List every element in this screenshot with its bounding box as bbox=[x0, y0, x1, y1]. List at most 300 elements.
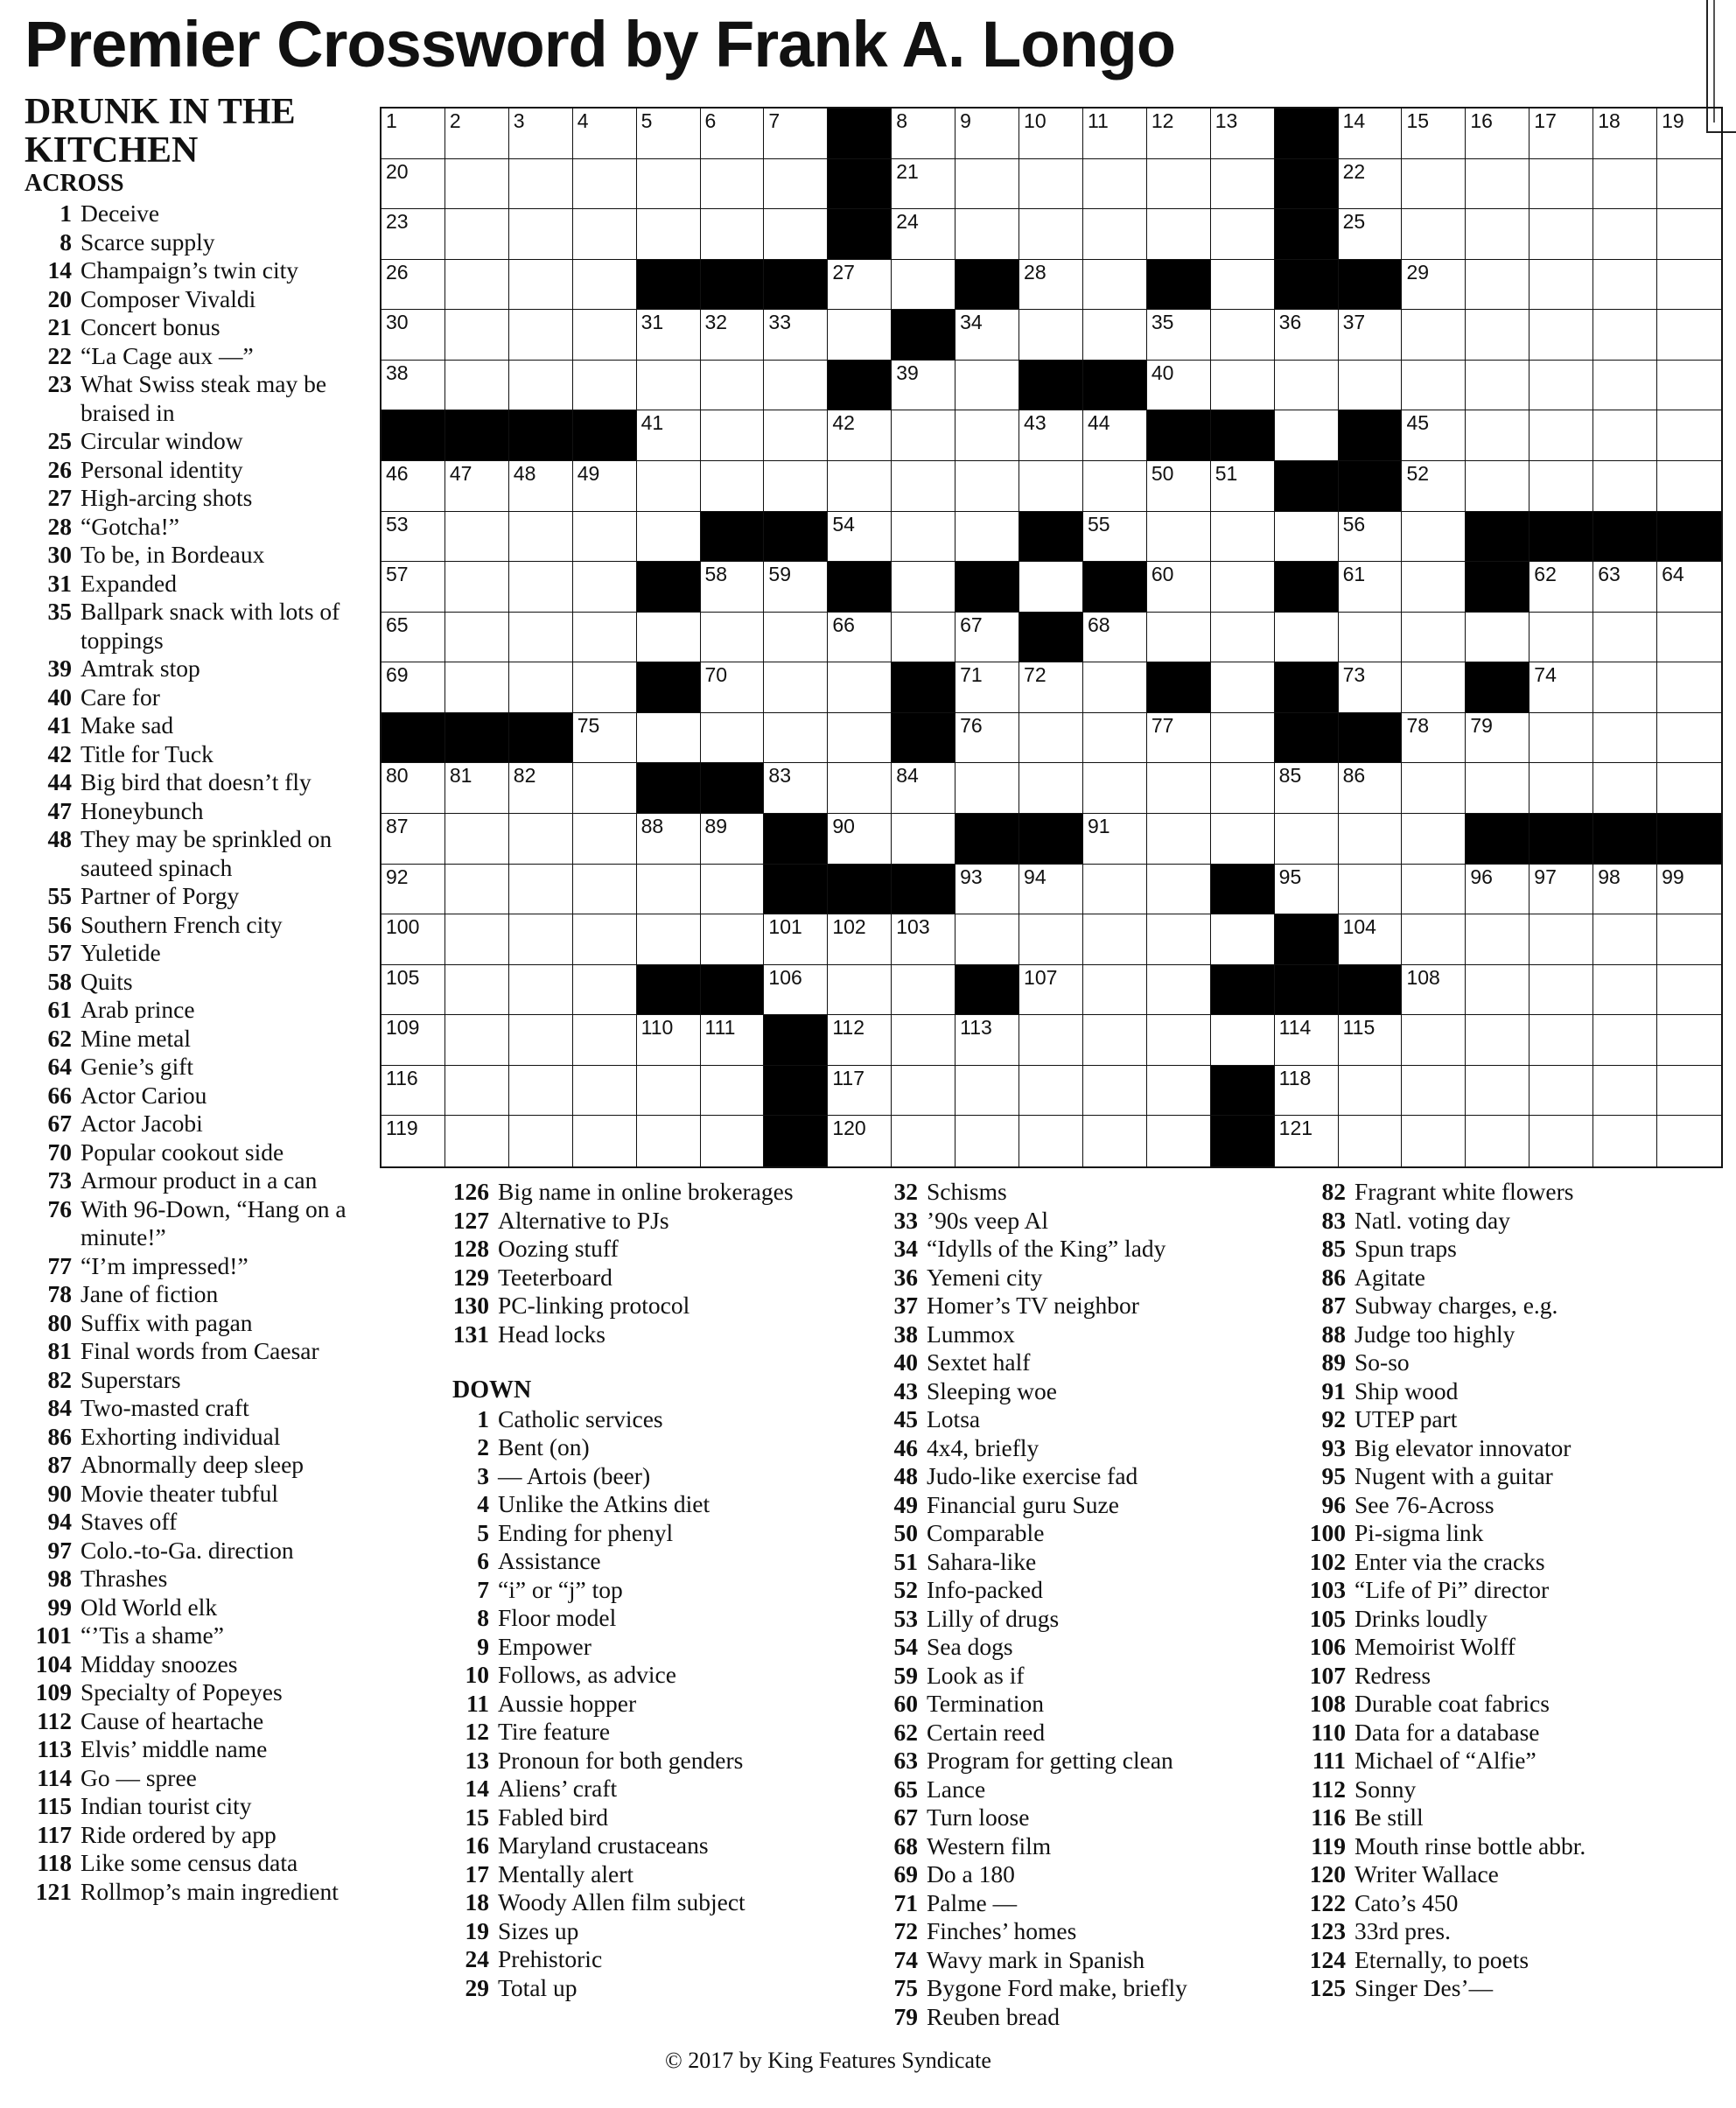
grid-cell[interactable] bbox=[1657, 613, 1721, 663]
grid-cell[interactable] bbox=[509, 965, 573, 1016]
grid-cell-64[interactable]: 64 bbox=[1657, 562, 1721, 613]
grid-cell-19[interactable]: 19 bbox=[1657, 109, 1721, 159]
grid-cell[interactable] bbox=[637, 613, 701, 663]
grid-cell[interactable] bbox=[445, 361, 509, 411]
grid-cell-27[interactable]: 27 bbox=[828, 260, 892, 311]
grid-cell[interactable] bbox=[1147, 1116, 1211, 1166]
grid-cell[interactable] bbox=[764, 662, 828, 713]
grid-cell[interactable] bbox=[509, 260, 573, 311]
grid-cell[interactable] bbox=[892, 562, 956, 613]
grid-cell-118[interactable]: 118 bbox=[1275, 1066, 1339, 1117]
grid-cell[interactable] bbox=[1593, 410, 1657, 461]
grid-cell-33[interactable]: 33 bbox=[764, 310, 828, 361]
grid-cell[interactable] bbox=[1466, 1066, 1530, 1117]
grid-cell[interactable] bbox=[1083, 662, 1147, 713]
grid-cell[interactable] bbox=[764, 159, 828, 210]
grid-cell-93[interactable]: 93 bbox=[956, 865, 1019, 915]
grid-cell-29[interactable]: 29 bbox=[1402, 260, 1466, 311]
grid-cell[interactable] bbox=[956, 914, 1019, 965]
grid-cell[interactable] bbox=[1083, 209, 1147, 260]
grid-cell[interactable] bbox=[1211, 814, 1275, 865]
grid-cell[interactable] bbox=[1211, 159, 1275, 210]
grid-cell-72[interactable]: 72 bbox=[1019, 662, 1083, 713]
grid-cell[interactable] bbox=[1530, 1066, 1593, 1117]
grid-cell[interactable] bbox=[1402, 662, 1466, 713]
grid-cell[interactable] bbox=[445, 914, 509, 965]
grid-cell-108[interactable]: 108 bbox=[1402, 965, 1466, 1016]
grid-cell-1[interactable]: 1 bbox=[382, 109, 445, 159]
grid-cell[interactable] bbox=[828, 965, 892, 1016]
grid-cell[interactable] bbox=[637, 361, 701, 411]
grid-cell[interactable] bbox=[1275, 410, 1339, 461]
grid-cell[interactable] bbox=[892, 410, 956, 461]
grid-cell[interactable] bbox=[1211, 512, 1275, 563]
grid-cell[interactable] bbox=[828, 310, 892, 361]
grid-cell[interactable] bbox=[1593, 461, 1657, 512]
grid-cell[interactable] bbox=[1083, 965, 1147, 1016]
grid-cell-112[interactable]: 112 bbox=[828, 1015, 892, 1066]
grid-cell[interactable] bbox=[637, 1116, 701, 1166]
grid-cell-14[interactable]: 14 bbox=[1339, 109, 1403, 159]
grid-cell-100[interactable]: 100 bbox=[382, 914, 445, 965]
grid-cell-39[interactable]: 39 bbox=[892, 361, 956, 411]
grid-cell[interactable] bbox=[764, 613, 828, 663]
grid-cell[interactable] bbox=[892, 1015, 956, 1066]
grid-cell[interactable] bbox=[1530, 461, 1593, 512]
grid-cell-8[interactable]: 8 bbox=[892, 109, 956, 159]
grid-cell-98[interactable]: 98 bbox=[1593, 865, 1657, 915]
grid-cell[interactable] bbox=[1530, 914, 1593, 965]
grid-cell-91[interactable]: 91 bbox=[1083, 814, 1147, 865]
grid-cell-79[interactable]: 79 bbox=[1466, 713, 1530, 764]
grid-cell[interactable] bbox=[892, 512, 956, 563]
grid-cell[interactable] bbox=[1657, 310, 1721, 361]
grid-cell-110[interactable]: 110 bbox=[637, 1015, 701, 1066]
grid-cell-92[interactable]: 92 bbox=[382, 865, 445, 915]
grid-cell[interactable] bbox=[1466, 310, 1530, 361]
grid-cell[interactable] bbox=[1593, 209, 1657, 260]
grid-cell-120[interactable]: 120 bbox=[828, 1116, 892, 1166]
grid-cell[interactable] bbox=[1019, 914, 1083, 965]
grid-cell[interactable] bbox=[1019, 562, 1083, 613]
grid-cell-4[interactable]: 4 bbox=[573, 109, 637, 159]
grid-cell[interactable] bbox=[1657, 763, 1721, 814]
grid-cell[interactable] bbox=[828, 662, 892, 713]
grid-cell[interactable] bbox=[956, 159, 1019, 210]
grid-cell-62[interactable]: 62 bbox=[1530, 562, 1593, 613]
grid-cell-5[interactable]: 5 bbox=[637, 109, 701, 159]
grid-cell[interactable] bbox=[701, 1066, 765, 1117]
grid-cell-99[interactable]: 99 bbox=[1657, 865, 1721, 915]
grid-cell[interactable] bbox=[1466, 209, 1530, 260]
grid-cell[interactable] bbox=[701, 914, 765, 965]
grid-cell[interactable] bbox=[1466, 965, 1530, 1016]
grid-cell[interactable] bbox=[1019, 763, 1083, 814]
grid-cell-65[interactable]: 65 bbox=[382, 613, 445, 663]
grid-cell-41[interactable]: 41 bbox=[637, 410, 701, 461]
grid-cell[interactable] bbox=[1147, 209, 1211, 260]
grid-cell[interactable] bbox=[701, 159, 765, 210]
grid-cell-87[interactable]: 87 bbox=[382, 814, 445, 865]
grid-cell[interactable] bbox=[445, 310, 509, 361]
grid-cell[interactable] bbox=[1530, 361, 1593, 411]
grid-cell[interactable] bbox=[1402, 361, 1466, 411]
grid-cell[interactable] bbox=[1657, 1015, 1721, 1066]
grid-cell[interactable] bbox=[445, 965, 509, 1016]
grid-cell[interactable] bbox=[1466, 1015, 1530, 1066]
grid-cell[interactable] bbox=[445, 512, 509, 563]
grid-cell[interactable] bbox=[1657, 209, 1721, 260]
grid-cell[interactable] bbox=[573, 965, 637, 1016]
grid-cell[interactable] bbox=[1593, 914, 1657, 965]
grid-cell-58[interactable]: 58 bbox=[701, 562, 765, 613]
grid-cell[interactable] bbox=[1530, 1116, 1593, 1166]
grid-cell[interactable] bbox=[1147, 1015, 1211, 1066]
grid-cell[interactable] bbox=[1019, 461, 1083, 512]
grid-cell-89[interactable]: 89 bbox=[701, 814, 765, 865]
grid-cell[interactable] bbox=[1657, 965, 1721, 1016]
grid-cell[interactable] bbox=[445, 1066, 509, 1117]
grid-cell[interactable] bbox=[1402, 209, 1466, 260]
grid-cell[interactable] bbox=[1593, 763, 1657, 814]
grid-cell[interactable] bbox=[1339, 865, 1403, 915]
grid-cell-51[interactable]: 51 bbox=[1211, 461, 1275, 512]
grid-cell[interactable] bbox=[1147, 763, 1211, 814]
grid-cell-80[interactable]: 80 bbox=[382, 763, 445, 814]
grid-cell-53[interactable]: 53 bbox=[382, 512, 445, 563]
grid-cell[interactable] bbox=[1593, 1116, 1657, 1166]
grid-cell[interactable] bbox=[509, 159, 573, 210]
grid-cell-97[interactable]: 97 bbox=[1530, 865, 1593, 915]
grid-cell[interactable] bbox=[445, 159, 509, 210]
grid-cell[interactable] bbox=[1083, 865, 1147, 915]
grid-cell[interactable] bbox=[1147, 914, 1211, 965]
grid-cell-10[interactable]: 10 bbox=[1019, 109, 1083, 159]
grid-cell-59[interactable]: 59 bbox=[764, 562, 828, 613]
grid-cell[interactable] bbox=[637, 1066, 701, 1117]
grid-cell-54[interactable]: 54 bbox=[828, 512, 892, 563]
grid-cell[interactable] bbox=[1211, 1015, 1275, 1066]
grid-cell[interactable] bbox=[1402, 914, 1466, 965]
grid-cell[interactable] bbox=[573, 260, 637, 311]
grid-cell-56[interactable]: 56 bbox=[1339, 512, 1403, 563]
grid-cell-102[interactable]: 102 bbox=[828, 914, 892, 965]
grid-cell-74[interactable]: 74 bbox=[1530, 662, 1593, 713]
grid-cell[interactable] bbox=[1402, 865, 1466, 915]
grid-cell[interactable] bbox=[956, 512, 1019, 563]
grid-cell-101[interactable]: 101 bbox=[764, 914, 828, 965]
grid-cell[interactable] bbox=[509, 814, 573, 865]
grid-cell[interactable] bbox=[1530, 410, 1593, 461]
grid-cell-114[interactable]: 114 bbox=[1275, 1015, 1339, 1066]
grid-cell[interactable] bbox=[445, 865, 509, 915]
grid-cell-88[interactable]: 88 bbox=[637, 814, 701, 865]
grid-cell[interactable] bbox=[1339, 613, 1403, 663]
grid-cell[interactable] bbox=[1275, 613, 1339, 663]
grid-cell[interactable] bbox=[764, 410, 828, 461]
grid-cell[interactable] bbox=[1466, 361, 1530, 411]
grid-cell[interactable] bbox=[509, 613, 573, 663]
grid-cell[interactable] bbox=[1530, 209, 1593, 260]
grid-cell[interactable] bbox=[1530, 260, 1593, 311]
grid-cell[interactable] bbox=[1530, 713, 1593, 764]
grid-cell[interactable] bbox=[1402, 512, 1466, 563]
grid-cell-82[interactable]: 82 bbox=[509, 763, 573, 814]
grid-cell-35[interactable]: 35 bbox=[1147, 310, 1211, 361]
grid-cell-7[interactable]: 7 bbox=[764, 109, 828, 159]
grid-cell[interactable] bbox=[1657, 361, 1721, 411]
grid-cell[interactable] bbox=[1339, 814, 1403, 865]
grid-cell-116[interactable]: 116 bbox=[382, 1066, 445, 1117]
grid-cell[interactable] bbox=[1211, 914, 1275, 965]
grid-cell[interactable] bbox=[445, 662, 509, 713]
grid-cell[interactable] bbox=[1593, 1015, 1657, 1066]
grid-cell-109[interactable]: 109 bbox=[382, 1015, 445, 1066]
grid-cell[interactable] bbox=[573, 512, 637, 563]
grid-cell-50[interactable]: 50 bbox=[1147, 461, 1211, 512]
grid-cell-12[interactable]: 12 bbox=[1147, 109, 1211, 159]
grid-cell-71[interactable]: 71 bbox=[956, 662, 1019, 713]
grid-cell-47[interactable]: 47 bbox=[445, 461, 509, 512]
grid-cell[interactable] bbox=[573, 914, 637, 965]
grid-cell-13[interactable]: 13 bbox=[1211, 109, 1275, 159]
grid-cell[interactable] bbox=[1211, 361, 1275, 411]
grid-cell-106[interactable]: 106 bbox=[764, 965, 828, 1016]
grid-cell[interactable] bbox=[1339, 1116, 1403, 1166]
grid-cell[interactable] bbox=[1530, 965, 1593, 1016]
grid-cell[interactable] bbox=[1402, 1116, 1466, 1166]
grid-cell[interactable] bbox=[509, 1015, 573, 1066]
grid-cell-21[interactable]: 21 bbox=[892, 159, 956, 210]
grid-cell[interactable] bbox=[956, 410, 1019, 461]
grid-cell[interactable] bbox=[509, 361, 573, 411]
grid-cell-117[interactable]: 117 bbox=[828, 1066, 892, 1117]
grid-cell[interactable] bbox=[573, 159, 637, 210]
grid-cell[interactable] bbox=[1339, 361, 1403, 411]
grid-cell[interactable] bbox=[509, 914, 573, 965]
grid-cell-73[interactable]: 73 bbox=[1339, 662, 1403, 713]
grid-cell-69[interactable]: 69 bbox=[382, 662, 445, 713]
grid-cell[interactable] bbox=[1466, 410, 1530, 461]
grid-cell[interactable] bbox=[1147, 512, 1211, 563]
grid-cell[interactable] bbox=[1530, 763, 1593, 814]
grid-cell-36[interactable]: 36 bbox=[1275, 310, 1339, 361]
grid-cell[interactable] bbox=[573, 209, 637, 260]
grid-cell-121[interactable]: 121 bbox=[1275, 1116, 1339, 1166]
grid-cell[interactable] bbox=[637, 461, 701, 512]
grid-cell[interactable] bbox=[1147, 965, 1211, 1016]
grid-cell-31[interactable]: 31 bbox=[637, 310, 701, 361]
grid-cell-104[interactable]: 104 bbox=[1339, 914, 1403, 965]
grid-cell[interactable] bbox=[1083, 763, 1147, 814]
grid-cell-119[interactable]: 119 bbox=[382, 1116, 445, 1166]
grid-cell-78[interactable]: 78 bbox=[1402, 713, 1466, 764]
grid-cell[interactable] bbox=[1083, 1116, 1147, 1166]
grid-cell-63[interactable]: 63 bbox=[1593, 562, 1657, 613]
grid-cell-115[interactable]: 115 bbox=[1339, 1015, 1403, 1066]
grid-cell-76[interactable]: 76 bbox=[956, 713, 1019, 764]
grid-cell-81[interactable]: 81 bbox=[445, 763, 509, 814]
grid-cell[interactable] bbox=[1466, 1116, 1530, 1166]
grid-cell[interactable] bbox=[637, 713, 701, 764]
grid-cell[interactable] bbox=[1657, 713, 1721, 764]
grid-cell[interactable] bbox=[445, 1015, 509, 1066]
grid-cell[interactable] bbox=[892, 1116, 956, 1166]
grid-cell[interactable] bbox=[573, 613, 637, 663]
grid-cell[interactable] bbox=[1019, 713, 1083, 764]
grid-cell-34[interactable]: 34 bbox=[956, 310, 1019, 361]
grid-cell[interactable] bbox=[1657, 1116, 1721, 1166]
grid-cell[interactable] bbox=[637, 512, 701, 563]
grid-cell[interactable] bbox=[1211, 763, 1275, 814]
grid-cell-43[interactable]: 43 bbox=[1019, 410, 1083, 461]
grid-cell[interactable] bbox=[701, 1116, 765, 1166]
grid-cell[interactable] bbox=[1466, 914, 1530, 965]
grid-cell[interactable] bbox=[573, 562, 637, 613]
grid-cell[interactable] bbox=[509, 865, 573, 915]
grid-cell[interactable] bbox=[1211, 562, 1275, 613]
grid-cell-26[interactable]: 26 bbox=[382, 260, 445, 311]
grid-cell[interactable] bbox=[1147, 1066, 1211, 1117]
grid-cell-113[interactable]: 113 bbox=[956, 1015, 1019, 1066]
grid-cell[interactable] bbox=[1083, 914, 1147, 965]
grid-cell[interactable] bbox=[509, 209, 573, 260]
grid-cell[interactable] bbox=[892, 461, 956, 512]
grid-cell[interactable] bbox=[1211, 260, 1275, 311]
grid-cell-9[interactable]: 9 bbox=[956, 109, 1019, 159]
grid-cell[interactable] bbox=[1083, 1015, 1147, 1066]
grid-cell-77[interactable]: 77 bbox=[1147, 713, 1211, 764]
grid-cell-11[interactable]: 11 bbox=[1083, 109, 1147, 159]
grid-cell[interactable] bbox=[509, 662, 573, 713]
grid-cell[interactable] bbox=[1657, 1066, 1721, 1117]
grid-cell-107[interactable]: 107 bbox=[1019, 965, 1083, 1016]
grid-cell-48[interactable]: 48 bbox=[509, 461, 573, 512]
grid-cell[interactable] bbox=[1402, 1015, 1466, 1066]
grid-cell[interactable] bbox=[573, 1066, 637, 1117]
grid-cell[interactable] bbox=[1402, 814, 1466, 865]
grid-cell[interactable] bbox=[509, 310, 573, 361]
grid-cell[interactable] bbox=[1530, 159, 1593, 210]
grid-cell[interactable] bbox=[1339, 1066, 1403, 1117]
grid-cell[interactable] bbox=[573, 361, 637, 411]
grid-cell[interactable] bbox=[892, 814, 956, 865]
grid-cell[interactable] bbox=[1083, 310, 1147, 361]
grid-cell-44[interactable]: 44 bbox=[1083, 410, 1147, 461]
grid-cell-52[interactable]: 52 bbox=[1402, 461, 1466, 512]
grid-cell-83[interactable]: 83 bbox=[764, 763, 828, 814]
grid-cell[interactable] bbox=[1466, 260, 1530, 311]
grid-cell[interactable] bbox=[1402, 159, 1466, 210]
grid-cell-32[interactable]: 32 bbox=[701, 310, 765, 361]
grid-cell-57[interactable]: 57 bbox=[382, 562, 445, 613]
grid-cell[interactable] bbox=[1593, 159, 1657, 210]
grid-cell[interactable] bbox=[1019, 1066, 1083, 1117]
grid-cell[interactable] bbox=[828, 461, 892, 512]
grid-cell[interactable] bbox=[701, 713, 765, 764]
grid-cell-18[interactable]: 18 bbox=[1593, 109, 1657, 159]
grid-cell[interactable] bbox=[956, 1116, 1019, 1166]
grid-cell[interactable] bbox=[764, 361, 828, 411]
grid-cell[interactable] bbox=[764, 461, 828, 512]
grid-cell[interactable] bbox=[1275, 361, 1339, 411]
grid-cell[interactable] bbox=[701, 361, 765, 411]
grid-cell[interactable] bbox=[1019, 209, 1083, 260]
grid-cell-40[interactable]: 40 bbox=[1147, 361, 1211, 411]
grid-cell[interactable] bbox=[1402, 1066, 1466, 1117]
grid-cell[interactable] bbox=[509, 1066, 573, 1117]
grid-cell-30[interactable]: 30 bbox=[382, 310, 445, 361]
grid-cell[interactable] bbox=[637, 209, 701, 260]
grid-cell-66[interactable]: 66 bbox=[828, 613, 892, 663]
grid-cell[interactable] bbox=[445, 209, 509, 260]
grid-cell[interactable] bbox=[1466, 159, 1530, 210]
grid-cell[interactable] bbox=[509, 562, 573, 613]
grid-cell[interactable] bbox=[509, 1116, 573, 1166]
grid-cell-45[interactable]: 45 bbox=[1402, 410, 1466, 461]
grid-cell[interactable] bbox=[573, 310, 637, 361]
grid-cell[interactable] bbox=[1657, 410, 1721, 461]
grid-cell-28[interactable]: 28 bbox=[1019, 260, 1083, 311]
grid-cell[interactable] bbox=[956, 461, 1019, 512]
grid-cell[interactable] bbox=[1466, 763, 1530, 814]
grid-cell[interactable] bbox=[1147, 865, 1211, 915]
grid-cell[interactable] bbox=[892, 260, 956, 311]
grid-cell[interactable] bbox=[701, 461, 765, 512]
grid-cell[interactable] bbox=[445, 562, 509, 613]
grid-cell[interactable] bbox=[1211, 613, 1275, 663]
grid-cell[interactable] bbox=[1593, 361, 1657, 411]
grid-cell-84[interactable]: 84 bbox=[892, 763, 956, 814]
grid-cell[interactable] bbox=[445, 1116, 509, 1166]
grid-cell[interactable] bbox=[1402, 562, 1466, 613]
grid-cell[interactable] bbox=[573, 814, 637, 865]
grid-cell[interactable] bbox=[764, 209, 828, 260]
grid-cell-67[interactable]: 67 bbox=[956, 613, 1019, 663]
grid-cell-42[interactable]: 42 bbox=[828, 410, 892, 461]
grid-cell-38[interactable]: 38 bbox=[382, 361, 445, 411]
grid-cell-111[interactable]: 111 bbox=[701, 1015, 765, 1066]
grid-cell[interactable] bbox=[1593, 965, 1657, 1016]
grid-cell[interactable] bbox=[1211, 662, 1275, 713]
grid-cell[interactable] bbox=[892, 613, 956, 663]
grid-cell[interactable] bbox=[1530, 310, 1593, 361]
grid-cell[interactable] bbox=[1593, 260, 1657, 311]
grid-cell[interactable] bbox=[764, 713, 828, 764]
grid-cell[interactable] bbox=[1402, 763, 1466, 814]
grid-cell[interactable] bbox=[1083, 1066, 1147, 1117]
grid-cell[interactable] bbox=[1211, 310, 1275, 361]
grid-cell[interactable] bbox=[828, 763, 892, 814]
grid-cell-23[interactable]: 23 bbox=[382, 209, 445, 260]
grid-cell[interactable] bbox=[1466, 461, 1530, 512]
grid-cell[interactable] bbox=[1593, 1066, 1657, 1117]
grid-cell[interactable] bbox=[1275, 512, 1339, 563]
grid-cell[interactable] bbox=[1530, 1015, 1593, 1066]
grid-cell-20[interactable]: 20 bbox=[382, 159, 445, 210]
grid-cell[interactable] bbox=[1402, 310, 1466, 361]
grid-cell[interactable] bbox=[637, 865, 701, 915]
grid-cell[interactable] bbox=[445, 260, 509, 311]
grid-cell[interactable] bbox=[828, 713, 892, 764]
grid-cell[interactable] bbox=[701, 410, 765, 461]
grid-cell[interactable] bbox=[573, 1116, 637, 1166]
grid-cell[interactable] bbox=[701, 613, 765, 663]
grid-cell[interactable] bbox=[1083, 260, 1147, 311]
grid-cell[interactable] bbox=[1083, 159, 1147, 210]
grid-cell[interactable] bbox=[1147, 159, 1211, 210]
grid-cell-96[interactable]: 96 bbox=[1466, 865, 1530, 915]
